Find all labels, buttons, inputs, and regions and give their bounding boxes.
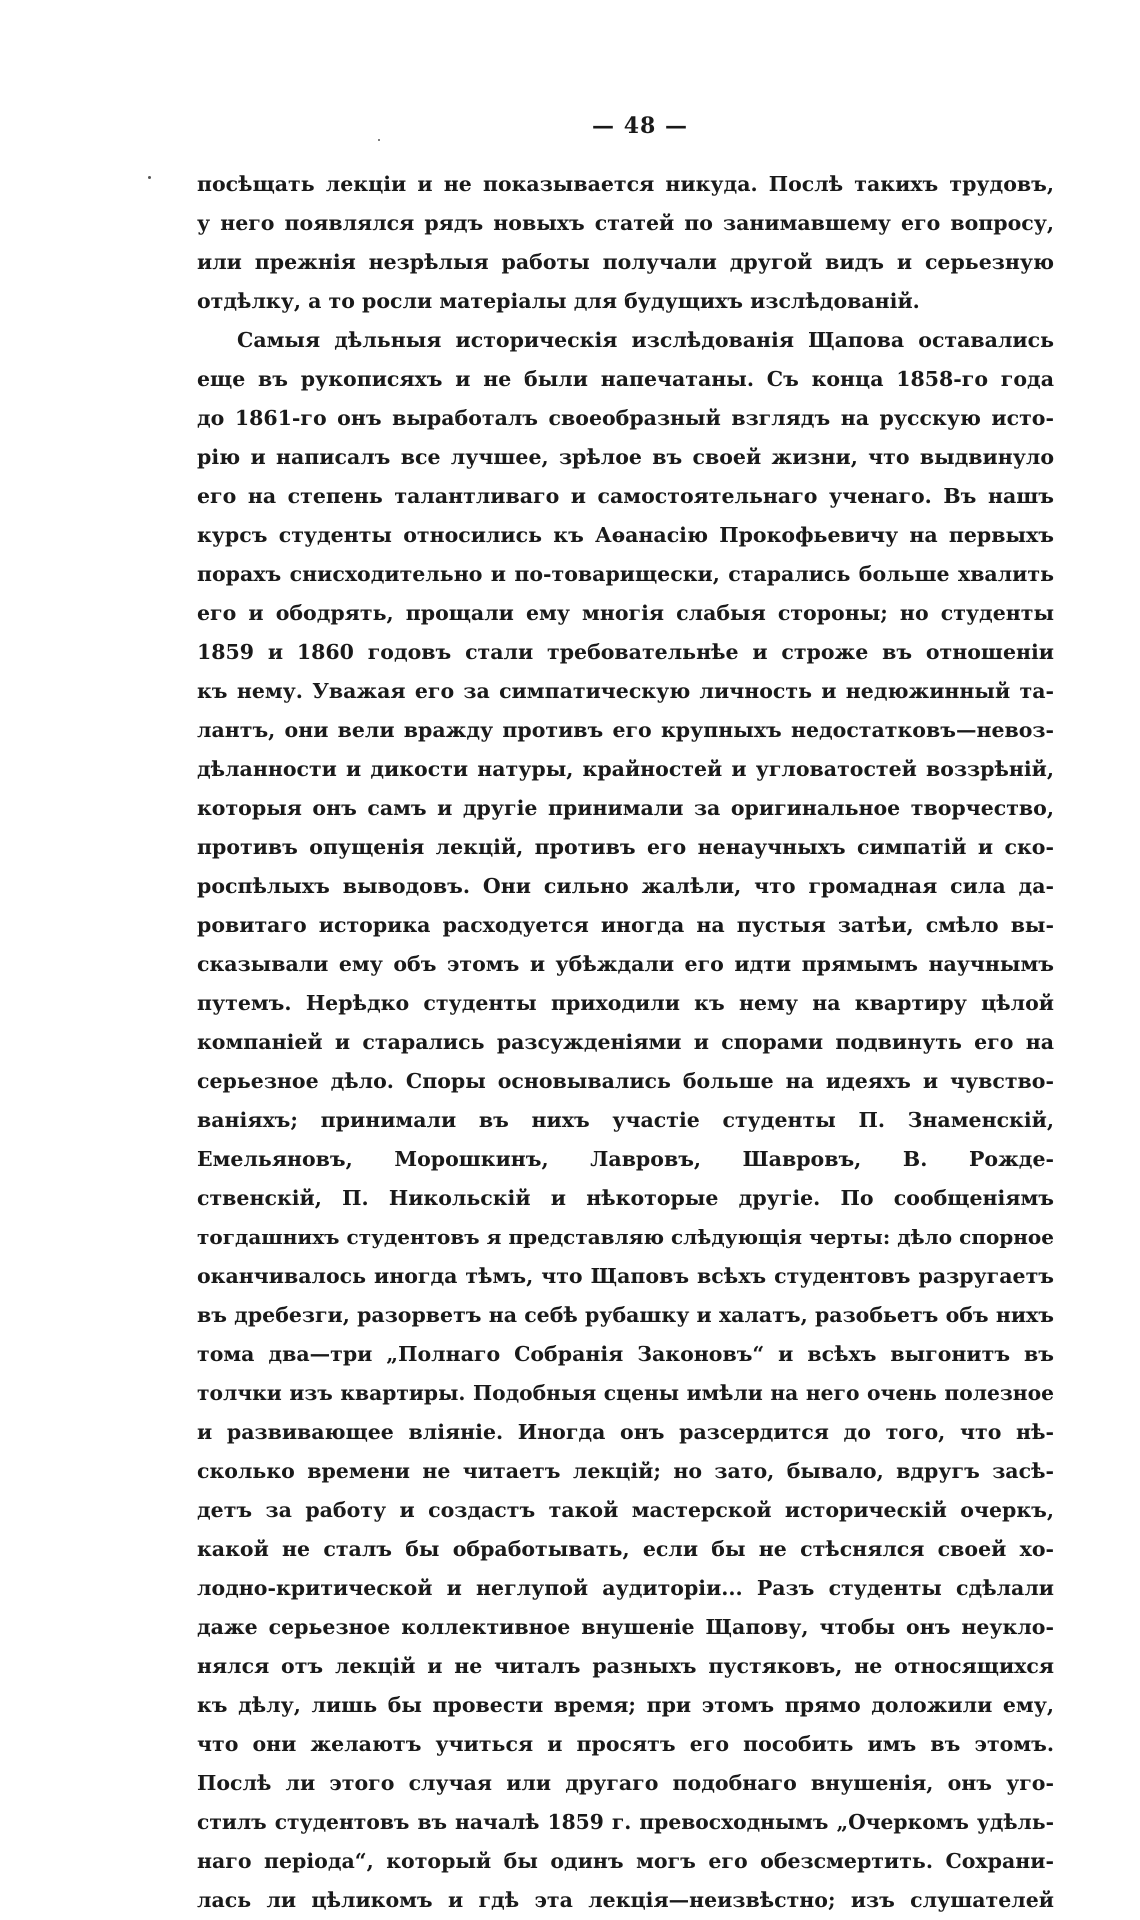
text-line: серьезное дѣло. Споры основывались больше на идеяхъ и чувство- <box>197 1069 1054 1093</box>
text-line: отдѣлку, а то росли матеріалы для будущихъ изслѣдованій. <box>197 289 920 313</box>
text-line: путемъ. Нерѣдко студенты приходили къ нему на квартиру цѣлой <box>197 991 1054 1015</box>
text-line: курсъ студенты относились къ Аѳанасію Прокофьевичу на первыхъ <box>197 523 1054 547</box>
text-line: толчки изъ квартиры. Подобныя сцены имѣли на него очень полезное <box>197 1381 1054 1405</box>
text-line: его и ободрять, прощали ему многія слабыя стороны; но студенты <box>197 601 1054 625</box>
text-line: что они желаютъ учиться и просятъ его пособить имъ въ этомъ. <box>197 1732 1054 1756</box>
text-line: его на степень талантливаго и самостоятельнаго ученаго. Въ нашъ <box>197 484 1054 508</box>
text-line: дѣланности и дикости натуры, крайностей и угловатостей воззрѣній, <box>197 757 1054 781</box>
text-line: рію и написалъ все лучшее, зрѣлое въ своей жизни, что выдвинуло <box>197 445 1054 469</box>
text-line: сказывали ему объ этомъ и убѣждали его идти прямымъ научнымъ <box>197 952 1054 976</box>
text-line: детъ за работу и создастъ такой мастерской историческій очеркъ, <box>197 1498 1054 1522</box>
text-line: Самыя дѣльныя историческія изслѣдованія Щапова оставались <box>237 328 1054 352</box>
text-line: противъ опущенія лекцій, противъ его ненаучныхъ симпатій и ско- <box>197 835 1054 859</box>
text-line: наго періода“, который бы одинъ могъ его обезсмертить. Сохрани- <box>197 1849 1054 1873</box>
text-line: лась ли цѣликомъ и гдѣ эта лекція—неизвѣстно; изъ слушателей <box>197 1888 1054 1912</box>
text-line: даже серьезное коллективное внушеніе Щапову, чтобы онъ неукло- <box>197 1615 1054 1639</box>
text-line: компаніей и старались разсужденіями и спорами подвинуть его на <box>197 1030 1054 1054</box>
text-line: лантъ, они вели вражду противъ его крупныхъ недостатковъ—невоз- <box>197 718 1054 742</box>
text-line: сколько времени не читаетъ лекцій; но зато, бывало, вдругъ засѣ- <box>197 1459 1054 1483</box>
text-line: ровитаго историка расходуется иногда на пустыя затѣи, смѣло вы- <box>197 913 1054 937</box>
body-text <box>197 165 1054 1920</box>
text-line: нялся отъ лекцій и не читалъ разныхъ пустяковъ, не относящихся <box>197 1654 1054 1678</box>
text-line: порахъ снисходительно и по-товарищески, старались больше хвалить <box>197 562 1054 586</box>
text-line: къ дѣлу, лишь бы провести время; при этомъ прямо доложили ему, <box>197 1693 1054 1717</box>
text-line: роспѣлыхъ выводовъ. Они сильно жалѣли, что громадная сила да- <box>197 874 1054 898</box>
text-line: лодно-критической и неглупой аудиторіи... Разъ студенты сдѣлали <box>197 1576 1054 1600</box>
text-line: или прежнія незрѣлыя работы получали другой видъ и серьезную <box>197 250 1054 274</box>
page-number: — 48 — <box>592 113 688 139</box>
text-line: какой не сталъ бы обработывать, если бы не стѣснялся своей хо- <box>197 1537 1054 1561</box>
scan-speck <box>148 176 151 179</box>
text-line: 1859 и 1860 годовъ стали требовательнѣе и строже въ отношеніи <box>197 640 1054 664</box>
text-line: у него появлялся рядъ новыхъ статей по занимавшему его вопросу, <box>197 211 1054 235</box>
text-line: Послѣ ли этого случая или другаго подобнаго внушенія, онъ уго- <box>197 1771 1054 1795</box>
text-line: до 1861-го онъ выработалъ своеобразный взглядъ на русскую исто- <box>197 406 1054 430</box>
text-line: ваніяхъ; принимали въ нихъ участіе студенты П. Знаменскій, <box>197 1108 1054 1132</box>
text-line: стилъ студентовъ въ началѣ 1859 г. превосходнымъ „Очеркомъ удѣль- <box>197 1810 1054 1834</box>
text-line: которыя онъ самъ и другіе принимали за оригинальное творчество, <box>197 796 1054 820</box>
text-line: ственскій, П. Никольскій и нѣкоторые другіе. По сообщеніямъ <box>197 1186 1054 1210</box>
text-line: еще въ рукописяхъ и не были напечатаны. Съ конца 1858-го года <box>197 367 1054 391</box>
text-line: посѣщать лекціи и не показывается никуда. Послѣ такихъ трудовъ, <box>197 172 1054 196</box>
scan-speck <box>378 139 380 141</box>
text-line: и развивающее вліяніе. Иногда онъ разсердится до того, что нѣ- <box>197 1420 1054 1444</box>
text-line: къ нему. Уважая его за симпатическую личность и недюжинный та- <box>197 679 1054 703</box>
text-line: тома два—три „Полнаго Собранія Законовъ“ и всѣхъ выгонитъ въ <box>197 1342 1054 1366</box>
text-line: Емельяновъ, Морошкинъ, Лавровъ, Шавровъ, В. Рожде- <box>197 1147 1054 1171</box>
text-line: оканчивалось иногда тѣмъ, что Щаповъ всѣхъ студентовъ разругаетъ <box>197 1264 1054 1288</box>
text-line: тогдашнихъ студентовъ я представляю слѣдующія черты: дѣло спорное <box>197 1225 1054 1249</box>
text-line: въ дребезги, разорветъ на себѣ рубашку и халатъ, разобьетъ объ нихъ <box>197 1303 1054 1327</box>
